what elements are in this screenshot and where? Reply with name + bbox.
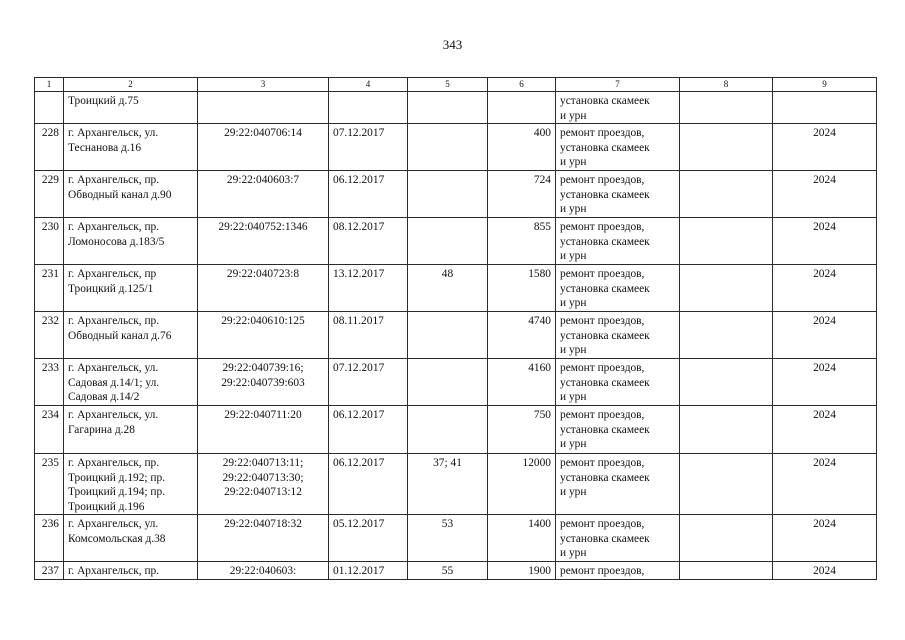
area-cell [488, 515, 556, 562]
address-line: Теснанова д.16 [68, 141, 142, 154]
column-5-value: 55 [441, 565, 454, 577]
address-cell [64, 515, 198, 562]
year-value: 2024 [813, 565, 836, 577]
works-line: ремонт проездов, [560, 457, 645, 469]
works-cell [556, 312, 680, 359]
works-cell [556, 454, 680, 515]
works-line: ремонт проездов, [560, 127, 645, 139]
address-line: г. Архангельск, пр. [68, 565, 160, 577]
works-cell [556, 515, 680, 562]
cadastral-number: 29:22:040603:7 [226, 174, 300, 186]
area-cell [488, 312, 556, 359]
cadastral-number: 29:22:040713:12 [224, 486, 302, 498]
column-5-value: 37; 41 [433, 457, 462, 469]
column-8-cell [680, 312, 773, 359]
column-8-cell [680, 359, 773, 406]
row-number-cell [35, 124, 64, 171]
year-value: 2024 [813, 362, 836, 374]
works-cell [556, 92, 680, 124]
date-cell [329, 171, 408, 218]
works-line: ремонт проездов, [560, 409, 645, 421]
date-cell [329, 562, 408, 580]
row-number-cell [35, 312, 64, 359]
address-cell [64, 218, 198, 265]
works-line: установка скамеек [560, 376, 650, 389]
table-row [35, 562, 877, 580]
column-number: 2 [64, 78, 198, 92]
address-line: Ломоносова д.183/5 [68, 235, 165, 248]
works-cell [556, 265, 680, 312]
year-cell [773, 171, 877, 218]
works-line: и урн [560, 438, 587, 450]
year-cell [773, 124, 877, 171]
row-number: 232 [41, 315, 59, 327]
address-cell [64, 454, 198, 515]
address-line: Садовая д.14/2 [68, 391, 140, 403]
area-cell [488, 265, 556, 312]
column-5-cell [408, 92, 488, 124]
area-cell [488, 218, 556, 265]
date-cell [329, 406, 408, 454]
area-value: 1580 [528, 268, 551, 280]
address-line: г. Архангельск, ул. [68, 362, 159, 374]
date-cell [329, 359, 408, 406]
area-cell [488, 92, 556, 124]
year-value: 2024 [813, 315, 836, 327]
area-value: 12000 [522, 457, 551, 469]
cadastral-number: 29:22:040711:20 [224, 409, 302, 421]
column-5-cell [408, 562, 488, 580]
row-number: 237 [41, 565, 59, 577]
date-value: 08.12.2017 [333, 221, 385, 233]
address-line: г. Архангельск, пр. [68, 221, 160, 233]
row-number-cell [35, 359, 64, 406]
row-number-cell [35, 265, 64, 312]
table-row [35, 359, 877, 406]
column-number: 5 [408, 78, 488, 92]
register-table [34, 77, 877, 580]
cadastral-number-cell [198, 312, 329, 359]
date-value: 07.12.2017 [333, 127, 385, 139]
year-cell [773, 562, 877, 580]
cadastral-number: 29:22:040752:1346 [218, 221, 308, 233]
column-5-cell [408, 454, 488, 515]
column-5-cell [408, 171, 488, 218]
address-line: Троицкий д.194; пр. [68, 486, 166, 498]
year-value: 2024 [813, 127, 836, 139]
area-cell [488, 359, 556, 406]
address-line: Гагарина д.28 [68, 423, 135, 436]
column-5-cell [408, 515, 488, 562]
table-row [35, 218, 877, 265]
address-cell [64, 265, 198, 312]
area-cell [488, 562, 556, 580]
row-number-cell [35, 218, 64, 265]
year-cell [773, 515, 877, 562]
address-line: г. Архангельск, пр. [68, 457, 160, 469]
cadastral-number-cell [198, 124, 329, 171]
works-line: ремонт проездов, [560, 315, 645, 327]
area-cell [488, 124, 556, 171]
cadastral-number-cell [198, 218, 329, 265]
address-cell [64, 562, 198, 580]
date-cell [329, 312, 408, 359]
address-line: г. Архангельск, пр. [68, 315, 160, 327]
area-value: 4160 [528, 362, 551, 374]
works-line: установка скамеек [560, 329, 650, 342]
row-number-cell [35, 515, 64, 562]
cadastral-number: 29:22:040610:125 [221, 315, 305, 327]
table-body [35, 78, 877, 580]
column-8-cell [680, 124, 773, 171]
row-number: 230 [41, 221, 59, 233]
cadastral-number-cell [198, 92, 329, 124]
area-value: 724 [533, 174, 551, 186]
column-number: 8 [680, 78, 773, 92]
column-5-cell [408, 265, 488, 312]
works-line: установка скамеек [560, 188, 650, 201]
table-row [35, 515, 877, 562]
works-line: ремонт проездов, [560, 362, 645, 374]
works-cell [556, 124, 680, 171]
cadastral-number-cell [198, 265, 329, 312]
column-number: 6 [488, 78, 556, 92]
date-value: 01.12.2017 [333, 565, 385, 577]
address-line: Троицкий д.192; пр. [68, 471, 166, 484]
year-cell [773, 218, 877, 265]
works-cell [556, 406, 680, 454]
area-value: 750 [533, 409, 551, 421]
address-line: г. Архангельск, пр. [68, 174, 160, 186]
works-line: установка скамеек [560, 471, 650, 484]
table-row [35, 92, 877, 124]
column-5-cell [408, 218, 488, 265]
cadastral-number-cell [198, 515, 329, 562]
address-line: г. Архангельск, пр [68, 268, 157, 280]
works-line: ремонт проездов, [560, 221, 645, 233]
year-cell [773, 359, 877, 406]
year-cell [773, 312, 877, 359]
table-row [35, 312, 877, 359]
works-line: и урн [560, 203, 587, 215]
cadastral-number-cell [198, 454, 329, 515]
column-8-cell [680, 171, 773, 218]
date-value: 08.11.2017 [333, 315, 384, 327]
address-cell [64, 406, 198, 454]
date-cell [329, 218, 408, 265]
year-value: 2024 [813, 174, 836, 186]
date-value: 13.12.2017 [333, 268, 385, 280]
column-8-cell [680, 562, 773, 580]
column-8-cell [680, 218, 773, 265]
area-value: 1400 [528, 518, 551, 530]
table-row [35, 171, 877, 218]
column-5-cell [408, 312, 488, 359]
column-8-cell [680, 265, 773, 312]
works-line: и урн [560, 344, 587, 356]
year-value: 2024 [813, 221, 836, 233]
works-line: и урн [560, 297, 587, 309]
address-line: Троицкий д.196 [68, 500, 145, 513]
row-number-cell [35, 92, 64, 124]
works-cell [556, 171, 680, 218]
row-number-cell [35, 171, 64, 218]
table-row [35, 454, 877, 515]
column-number: 3 [198, 78, 329, 92]
area-value: 1900 [528, 565, 551, 577]
area-value: 855 [533, 221, 551, 233]
row-number: 229 [41, 174, 59, 186]
table-row [35, 124, 877, 171]
column-number-row [35, 78, 877, 92]
cadastral-number-cell [198, 562, 329, 580]
works-line: установка скамеек [560, 282, 650, 295]
column-number: 9 [773, 78, 877, 92]
row-number: 231 [41, 268, 59, 280]
column-5-value: 53 [441, 518, 454, 530]
address-line: Обводный канал д.90 [68, 188, 172, 201]
works-line: установка скамеек [560, 532, 650, 545]
year-value: 2024 [813, 409, 836, 421]
address-line: Троицкий д.75 [68, 95, 139, 107]
address-line: г. Архангельск, ул. [68, 518, 159, 530]
row-number-cell [35, 406, 64, 454]
column-5-value: 48 [441, 268, 454, 280]
column-8-cell [680, 454, 773, 515]
cadastral-number-cell [198, 359, 329, 406]
year-cell [773, 454, 877, 515]
area-value: 400 [533, 127, 551, 139]
works-line: установка скамеек [560, 141, 650, 154]
works-line: установка скамеек [560, 235, 650, 248]
works-line: и урн [560, 547, 587, 559]
date-value: 05.12.2017 [333, 518, 385, 530]
works-line: ремонт проездов, [560, 174, 645, 186]
date-value: 07.12.2017 [333, 362, 385, 374]
area-cell [488, 171, 556, 218]
address-line: г. Архангельск, ул. [68, 127, 159, 139]
year-cell [773, 92, 877, 124]
year-value: 2024 [813, 268, 836, 280]
address-line: Обводный канал д.76 [68, 329, 172, 342]
table-row [35, 265, 877, 312]
works-cell [556, 359, 680, 406]
date-cell [329, 124, 408, 171]
works-line: и урн [560, 156, 587, 168]
column-number: 1 [35, 78, 64, 92]
address-cell [64, 171, 198, 218]
works-line: и урн [560, 250, 587, 262]
works-line: и урн [560, 391, 587, 403]
row-number: 235 [41, 457, 59, 469]
column-5-cell [408, 406, 488, 454]
date-value: 06.12.2017 [333, 174, 385, 186]
works-line: и урн [560, 486, 587, 498]
works-line: ремонт проездов, [560, 518, 645, 530]
date-cell [329, 265, 408, 312]
column-5-cell [408, 124, 488, 171]
cadastral-number: 29:22:040739:16; [222, 362, 304, 374]
year-value: 2024 [813, 457, 836, 469]
address-cell [64, 124, 198, 171]
date-cell [329, 92, 408, 124]
cadastral-number: 29:22:040603: [229, 565, 297, 577]
address-cell [64, 92, 198, 124]
row-number: 228 [41, 127, 59, 139]
cadastral-number: 29:22:040718:32 [224, 518, 302, 530]
date-cell [329, 515, 408, 562]
column-number: 4 [329, 78, 408, 92]
area-cell [488, 406, 556, 454]
column-number: 7 [556, 78, 680, 92]
date-value: 06.12.2017 [333, 409, 385, 421]
cadastral-number: 29:22:040723:8 [226, 268, 300, 280]
cadastral-number: 29:22:040713:11; [222, 457, 304, 469]
cadastral-number-cell [198, 171, 329, 218]
works-line: ремонт проездов, [560, 268, 645, 280]
column-8-cell [680, 515, 773, 562]
date-value: 06.12.2017 [333, 457, 385, 469]
date-cell [329, 454, 408, 515]
area-cell [488, 454, 556, 515]
row-number: 233 [41, 362, 59, 374]
cadastral-number: 29:22:040739:603 [221, 376, 305, 389]
column-8-cell [680, 406, 773, 454]
cadastral-number: 29:22:040713:30; [222, 471, 304, 484]
row-number-cell [35, 454, 64, 515]
address-cell [64, 312, 198, 359]
works-cell [556, 562, 680, 580]
year-value: 2024 [813, 518, 836, 530]
page-number: 343 [442, 37, 463, 52]
works-line: и урн [560, 109, 587, 122]
row-number: 236 [41, 518, 59, 530]
address-line: Комсомольская д.38 [68, 532, 166, 545]
works-cell [556, 218, 680, 265]
works-line: установка скамеек [560, 423, 650, 436]
table-row [35, 406, 877, 454]
works-line: ремонт проездов, [560, 565, 645, 577]
address-cell [64, 359, 198, 406]
cadastral-number: 29:22:040706:14 [224, 127, 302, 139]
address-line: г. Архангельск, ул. [68, 409, 159, 421]
year-cell [773, 265, 877, 312]
column-8-cell [680, 92, 773, 124]
area-value: 4740 [528, 315, 551, 327]
row-number: 234 [41, 409, 59, 421]
address-line: Садовая д.14/1; ул. [68, 376, 160, 389]
cadastral-number-cell [198, 406, 329, 454]
works-line: установка скамеек [560, 95, 650, 107]
row-number-cell [35, 562, 64, 580]
year-cell [773, 406, 877, 454]
address-line: Троицкий д.125/1 [68, 282, 154, 295]
column-5-cell [408, 359, 488, 406]
